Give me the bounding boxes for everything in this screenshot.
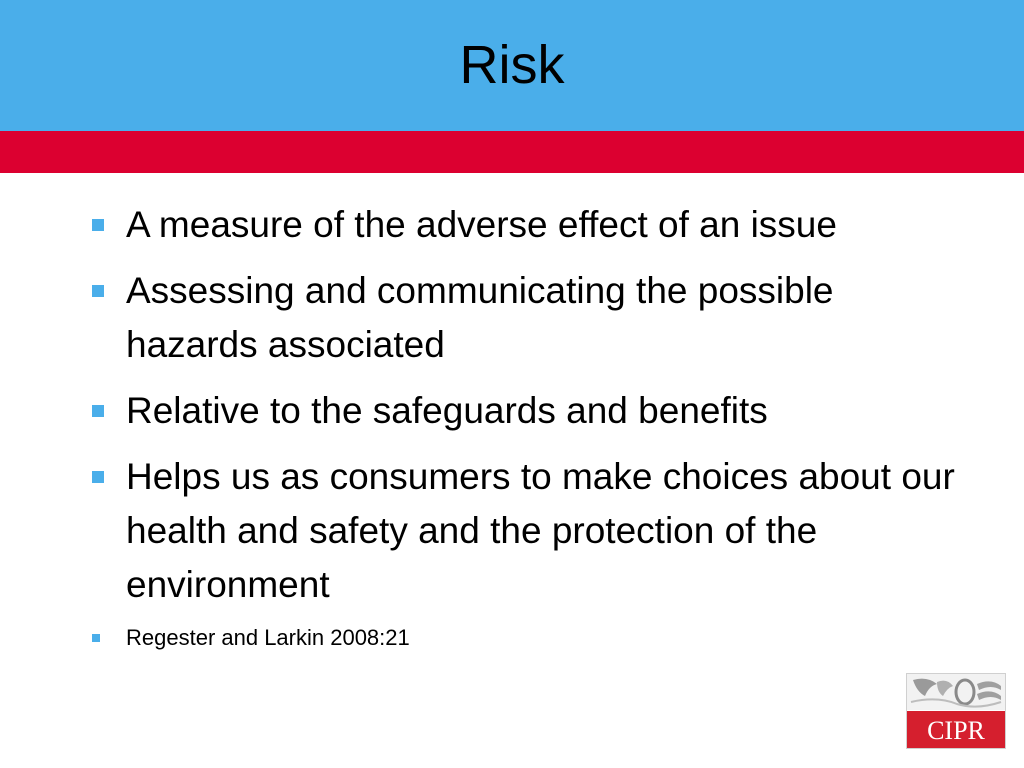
bullet-item: [88, 198, 968, 252]
square-bullet-icon: [92, 405, 104, 417]
cipr-logo-graphic: [907, 674, 1005, 748]
bullet-item: [88, 264, 968, 372]
cipr-logo: [906, 673, 1006, 749]
bullet-list: [88, 198, 968, 652]
bullet-text: Assessing and communicating the possible hazards associated: [126, 270, 834, 365]
slide-title: Risk: [459, 35, 565, 95]
bullet-text: Helps us as consumers to make choices about our health and safety and the protection of the environment: [126, 456, 955, 605]
bullet-item: [88, 384, 968, 438]
bullet-text: A measure of the adverse effect of an issue: [126, 204, 837, 245]
square-bullet-icon: [92, 471, 104, 483]
citation-text: Regester and Larkin 2008:21: [126, 625, 410, 650]
title-bar: [0, 0, 1024, 131]
square-bullet-icon: [92, 219, 104, 231]
square-bullet-icon: [92, 285, 104, 297]
bullet-text: Relative to the safeguards and benefits: [126, 390, 768, 431]
citation-item: [88, 624, 968, 652]
cipr-logo-text: CIPR: [927, 716, 985, 745]
bullet-item: [88, 450, 968, 612]
red-accent-band: [0, 131, 1024, 173]
square-bullet-icon: [92, 634, 100, 642]
